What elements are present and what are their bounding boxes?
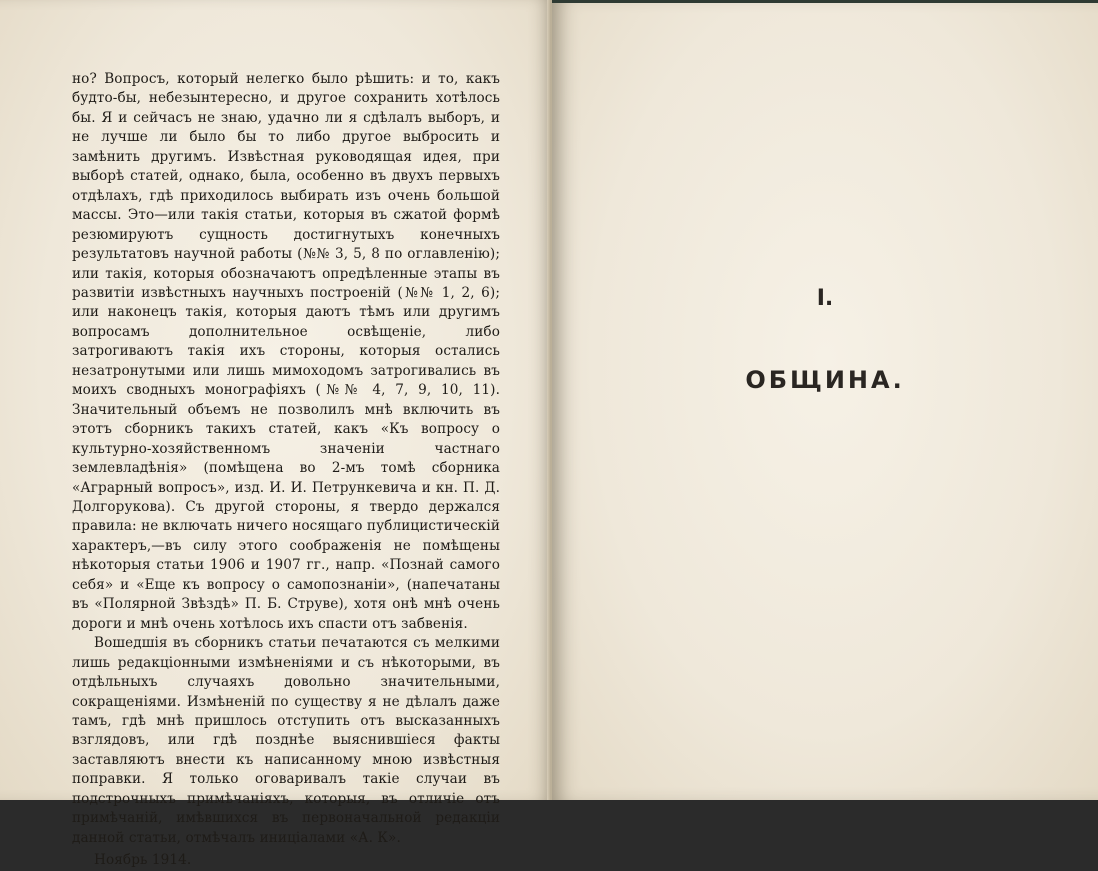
paragraph-continued: но? Вопросъ, который нелегко было рѣшить: и то, какъ будто-бы, небезынтересно, и другое сохранить хотѣлось бы. Я и сейчасъ не знаю, удачно ли я сдѣлалъ выборъ, и не лучше ли было бы то либо другое выбросить и замѣнить другимъ. Извѣстная руководящая идея, при выборѣ статей, однако, была, особенно въ двухъ первыхъ отдѣлахъ, гдѣ приходилось выбирать изъ очень большой массы. Это—или такія статьи, которыя въ сжатой формѣ резюмируютъ сущность достигнутыхъ конечныхъ результатовъ научной работы (№№ 3, 5, 8 по оглавленію); или такія, которыя обозначаютъ опредѣленные этапы въ развитіи извѣстныхъ научныхъ построеній (№№ 1, 2, 6); или наконецъ такія, которыя даютъ тѣмъ или другимъ вопросамъ дополнительное освѣщеніе, либо затрогиваютъ такія ихъ стороны, которыя остались незатронутыми или лишь мимоходомъ затрогивались въ моихъ сводныхъ монографіяхъ (№№ 4, 7, 9, 10, 11). Значительный объемъ не позволилъ мнѣ включить въ этотъ сборникъ такихъ статей, какъ «Къ вопросу о культурно-хозяйственномъ значеніи частнаго землевладѣнія» (помѣщена во 2-мъ томѣ сборника «Аграрный вопросъ», изд. И. И. Петрункевича и кн. П. Д. Долгорукова). Съ другой стороны, я твердо держался правила: не включать ничего носящаго публицистическій характеръ,—въ силу этого соображенія не помѣщены нѣкоторыя статьи 1906 и 1907 гг., напр. «Познай самого себя» и «Еще къ вопросу о самопознаніи», (напечатаны въ «Полярной Звѣздѣ» П. Б. Струве), хотя онѣ мнѣ очень дороги и мнѣ очень хотѣлось ихъ спасти отъ забвенія. (72, 71, 500, 632)
cover-edge (552, 0, 1098, 3)
paragraph-editing-note: Вошедшія въ сборникъ статьи печатаются съ мелкими лишь редакціонными измѣненіями и съ нѣкоторыми, въ отдѣльныхъ случаяхъ довольно значительными, сокращеніями. Измѣненій по существу я не дѣлалъ даже тамъ, гдѣ мнѣ пришлось отступить отъ высказанныхъ взглядовъ, или гдѣ позднѣе выяснившіеся факты заставляютъ внести къ написанному мною извѣстныя поправки. Я только оговаривалъ такіе случаи въ подстрочныхъ примѣчаніяхъ, которыя, въ отличіе отъ примѣчаній, имѣвшихся въ первоначальной редакціи данной статьи, отмѣчалъ иниціалами «А. К». (72, 635, 500, 846)
section-title: ОБЩИНА. (745, 366, 905, 394)
right-page (552, 0, 1098, 800)
date-signoff: Ноябрь 1914. (94, 852, 192, 869)
preface-text (72, 70, 500, 871)
section-numeral: I. (816, 286, 834, 311)
